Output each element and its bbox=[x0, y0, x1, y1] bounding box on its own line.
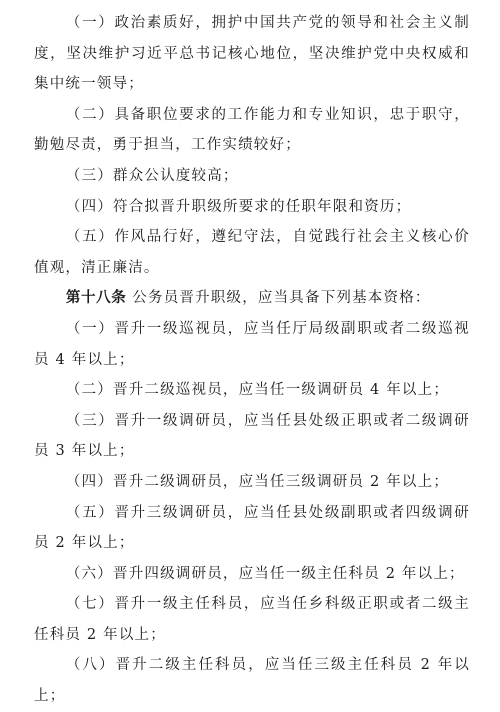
paragraph-conduct: （五）作风品行好，遵纪守法，自觉践行社会主义核心价值观，清正廉洁。 bbox=[34, 229, 470, 276]
clause-level-1-principal-clerk: （七）晋升一级主任科员，应当任乡科级正职或者二级主任科员 2 年以上； bbox=[34, 596, 470, 643]
clause-level-1-inspector: （一）晋升一级巡视员，应当任厅局级副职或者二级巡视员 4 年以上； bbox=[34, 320, 470, 368]
clause-level-4-researcher: （六）晋升四级调研员，应当任一级主任科员 2 年以上； bbox=[65, 565, 465, 582]
article-18 bbox=[34, 283, 470, 314]
clause-level-2-inspector: （二）晋升二级巡视员，应当任一级调研员 4 年以上； bbox=[65, 382, 450, 399]
clause-level-1-researcher: （三）晋升一级调研员，应当任县处级正职或者二级调研员 3 年以上； bbox=[34, 412, 470, 460]
paragraph-public-recognition: （三）群众公认度较高； bbox=[65, 167, 239, 184]
paragraph-tenure-requirement: （四）符合拟晋升职级所要求的任职年限和资历； bbox=[65, 198, 412, 215]
clause-level-2-principal-clerk: （八）晋升二级主任科员，应当任三级主任科员 2 年以上； bbox=[34, 657, 470, 705]
clause-level-3-researcher: （五）晋升三级调研员，应当任县处级副职或者四级调研员 2 年以上； bbox=[34, 504, 470, 552]
article-18-title: 第十八条 bbox=[65, 290, 127, 307]
article-18-text: 公务员晋升职级，应当具备下列基本资格： bbox=[132, 290, 431, 307]
paragraph-political-quality: （一）政治素质好，拥护中国共产党的领导和社会主义制度，坚决维护习近平总书记核心地位，坚决维护党中央权威和集中统一领导； bbox=[34, 15, 470, 93]
clause-level-2-researcher: （四）晋升二级调研员，应当任三级调研员 2 年以上； bbox=[65, 473, 450, 490]
paragraph-work-ability: （二）具备职位要求的工作能力和专业知识，忠于职守，勤勉尽责，勇于担当，工作实绩较好； bbox=[34, 106, 470, 154]
